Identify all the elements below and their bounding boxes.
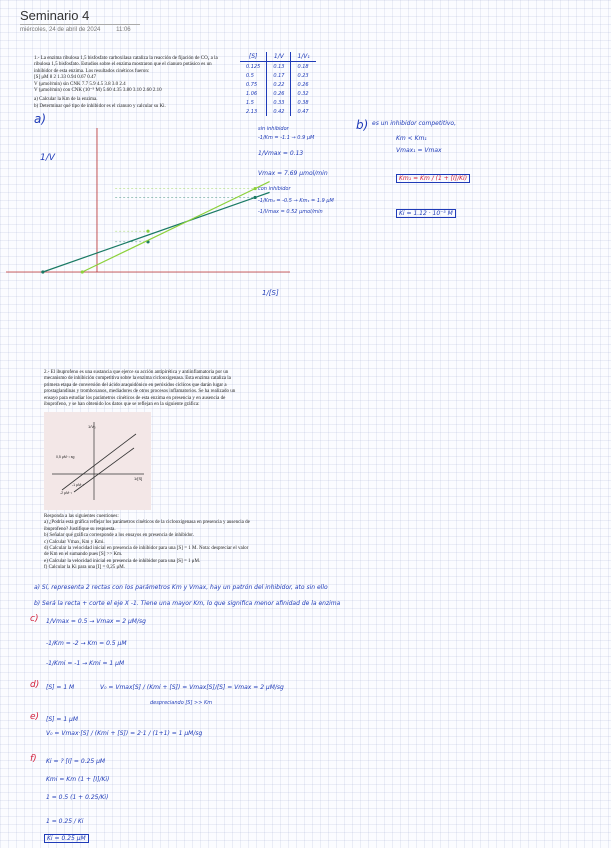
- answer-b-label: b): [356, 118, 369, 132]
- answer2-e1: [S] = 1 μM: [46, 716, 79, 723]
- answer2-b: b) Será la recta + corte el eje X -1. Tiene una mayor Km, lo que significa menor afinidad de la enzima: [34, 600, 341, 607]
- table-cell: 0.13: [267, 62, 291, 72]
- table-cell: 0.125: [240, 62, 267, 72]
- note-vmax-inverse: 1/Vmax = 0.13: [258, 150, 304, 157]
- fig2-point-3: -2 μM⁻¹: [60, 491, 73, 495]
- question-e: e) Calcular la velocidad inicial en presencia de inhibidor para una [S] = 1 μM.: [44, 558, 201, 564]
- question-b: b) Señalar qué gráfica corresponde a los ensayos en presencia de inhibidor.: [44, 533, 194, 539]
- table-row: [240, 98, 316, 107]
- answer2-c-label: c): [30, 614, 39, 624]
- question-f: f) Calcular la Ki para una [I] = 0,25 μM.: [44, 565, 125, 571]
- table-cell: 1.5: [240, 98, 267, 107]
- question-a: a) ¿Podría esta gráfica reflejar los parámetros cinéticos de la ciclooxigenasa en presencia y ausencia de ibuprofeno? Justifique su respuesta.: [44, 520, 250, 532]
- answer2-d1: [S] = 1 M: [46, 684, 75, 691]
- y-axis-label: 1/V: [40, 153, 55, 163]
- table-cell: 0.17: [267, 71, 291, 80]
- handwritten-table: [240, 52, 316, 116]
- answer2-f2: Kmi = Km (1 + [I]/Ki): [46, 776, 110, 783]
- answer2-f1: Ki = ? [I] = 0.25 μM: [46, 758, 106, 765]
- note-b-line2: Vmax₁ = Vmax: [396, 147, 442, 154]
- table-header: [S]: [240, 52, 267, 62]
- table-cell: 0.33: [267, 98, 291, 107]
- answer2-c2: -1/Km = -2 → Km = 0.5 μM: [46, 640, 127, 647]
- page-time: 11:06: [116, 27, 131, 33]
- fig2-line-1: [62, 434, 136, 490]
- note-b-text: es un inhibidor competitivo,: [372, 120, 456, 127]
- table-cell: 0.26: [297, 81, 309, 88]
- table-cell: 2.13: [240, 107, 267, 116]
- answer2-f-label: f): [30, 754, 37, 764]
- ki-result: Ki = 1.12 · 10⁻⁵ M: [396, 209, 456, 218]
- problem1-row-v2: V (μmol/min) con CNK (10⁻⁵ M) 5.60 4.35 3.80 3.10 2.60 2.10: [34, 88, 162, 94]
- table-cell: 0.38: [297, 99, 309, 106]
- question-c: c) Calcular Vmax, Km y Kmi.: [44, 539, 105, 545]
- fig2-x-label: 1/[S]: [134, 476, 143, 481]
- table-row: [240, 107, 316, 116]
- fig2-point-1: 0,5 μM⁻¹ sg: [56, 455, 75, 459]
- problem2-graph: [44, 412, 151, 510]
- questions-title: Responda a las siguientes cuestiones:: [44, 514, 119, 519]
- problem1-row-v1: V (μmol/min) sin CNK 7.7 5.9 4.5 3.8 3.0 2.4: [34, 81, 126, 87]
- table-cell: 0.32: [297, 90, 309, 97]
- table-row: [240, 62, 316, 72]
- problem2-questions: [44, 514, 254, 572]
- table-cell: 0.26: [267, 89, 291, 98]
- data-point: [81, 270, 84, 273]
- note-vmax: Vmax = 7.69 μmol/min: [258, 170, 328, 177]
- answer2-e-label: e): [30, 712, 40, 722]
- answer2-f5: Ki = 0.25 μM: [44, 834, 89, 843]
- question-d: d) Calcular la velocidad inicial en presencia de inhibidor para una [S] = 1 M. Nota: despreciar el valor de Km en el sumando pues [S] >> Km.: [44, 546, 249, 558]
- table-header: 1/V₁: [291, 52, 316, 62]
- table-row: [240, 80, 316, 89]
- answer-a-label: a): [34, 112, 47, 126]
- answer2-c3: -1/Kmi = -1 → Kmi = 1 μM: [46, 660, 125, 667]
- problem2-figure: [44, 412, 151, 510]
- note-kmi-line: -1/Km₁ = -0.5 → Km₁ = 1.9 μM: [258, 198, 334, 204]
- ki-formula: Km₁ = Km / (1 + [I]/Ki): [396, 174, 470, 183]
- page-date: miércoles, 24 de abril de 2024: [20, 27, 101, 33]
- note-b-line1: Km < Km₁: [396, 135, 427, 142]
- answer2-e2: V₀ = Vmax·[S] / (Kmi + [S]) = 2·1 / (1+1) = 1 μM/sg: [46, 730, 203, 737]
- page-dateline: [20, 27, 145, 33]
- fig2-y-label: 1/V₀: [88, 424, 96, 429]
- answer2-a: a) Sí, representa 2 rectas con los parámetros Km y Vmax, hay un patrón del inhibidor, ato sin ello: [34, 584, 328, 591]
- problem1-question-a: a) Calcular la Km de la enzima.: [34, 97, 98, 103]
- answer2-c1: 1/Vmax = 0.5 → Vmax = 2 μM/sg: [46, 618, 146, 625]
- problem1-question-b: b) Determinar qué tipo de inhibidor es el cianuro y calcular su Ki.: [34, 103, 166, 109]
- table-cell: 0.47: [297, 108, 309, 115]
- table-row: [240, 89, 316, 98]
- data-point: [41, 270, 44, 273]
- table-header-row: [240, 52, 316, 62]
- answer2-d3: despreciando [S] >> Km: [150, 700, 213, 706]
- series-line-1: [43, 192, 270, 272]
- note-km-line: -1/Km = -1.1 → 0.9 μM: [258, 135, 315, 141]
- problem1-statement: 1.- La enzima ribulosa 1,5 bisfosfato carboxilasa cataliza la reacción de fijación de CO₂ a la ribulosa 1,5 bisfosfato. Estudios sobre el enzima mostraron que el cianuro potásico es un inhibidor de esta enzima. Los resultados cinéticos fueron:: [34, 56, 218, 74]
- problem2-statement: 2.- El ibuprofeno es una sustancia que ejerce su acción antipirética y antiinflamatoria por un mecanismo de inhibición competitiva sobre la enzima ciclooxigenasa. Esta enzima cataliza la primera etapa de conversión del ácido araquidónico en peróxidos cíclicos que darán lugar a prostaglandinas y tromboxanos, mediadores de otros procesos inflamatorios. Se ha realizado un ensayo para estudiar los parámetros cinéticos de esta enzima en presencia y en ausencia de ibuprofeno, y se han obtenido los datos que se reflejan en la siguiente gráfica:: [44, 370, 236, 408]
- page-title: Seminario 4: [20, 8, 90, 23]
- answer2-f3: 1 = 0.5 (1 + 0.25/Ki): [46, 794, 109, 801]
- table-row: [240, 71, 316, 80]
- answer2-d2: V₀ = Vmax[S] / (Kmi + [S]) = Vmax[S]/[S] = Vmax = 2 μM/sg: [100, 684, 284, 691]
- note-sin-inhibidor: sin inhibidor: [258, 126, 289, 132]
- problem1-block: [34, 56, 226, 110]
- x-axis-label: 1/[S]: [262, 289, 279, 297]
- table-cell: 0.75: [240, 80, 267, 89]
- table-cell: 0.22: [267, 80, 291, 89]
- table-cell: 0.42: [267, 107, 291, 116]
- title-underline: [20, 24, 140, 25]
- note-vmaxi-line: -1/Vmax = 0.52 μmol/min: [258, 209, 323, 215]
- note-con-inhibidor: con inhibidor: [258, 186, 291, 192]
- answer2-f4: 1 = 0.25 / Ki: [46, 818, 84, 825]
- fig2-point-2: -1 μM⁻¹: [72, 483, 85, 487]
- table-cell: 1.06: [240, 89, 267, 98]
- lineweaver-burk-chart: [0, 120, 300, 300]
- table-cell: 0.18: [297, 63, 309, 70]
- table-cell: 0.5: [240, 71, 267, 80]
- problem1-row-s: [S] μM 8 2 1.33 0.94 0.67 0.47: [34, 75, 96, 81]
- series-line-2: [82, 182, 269, 272]
- answer2-d-label: d): [30, 680, 40, 690]
- table-cell: 0.23: [297, 72, 309, 79]
- table-header: 1/V: [267, 52, 291, 62]
